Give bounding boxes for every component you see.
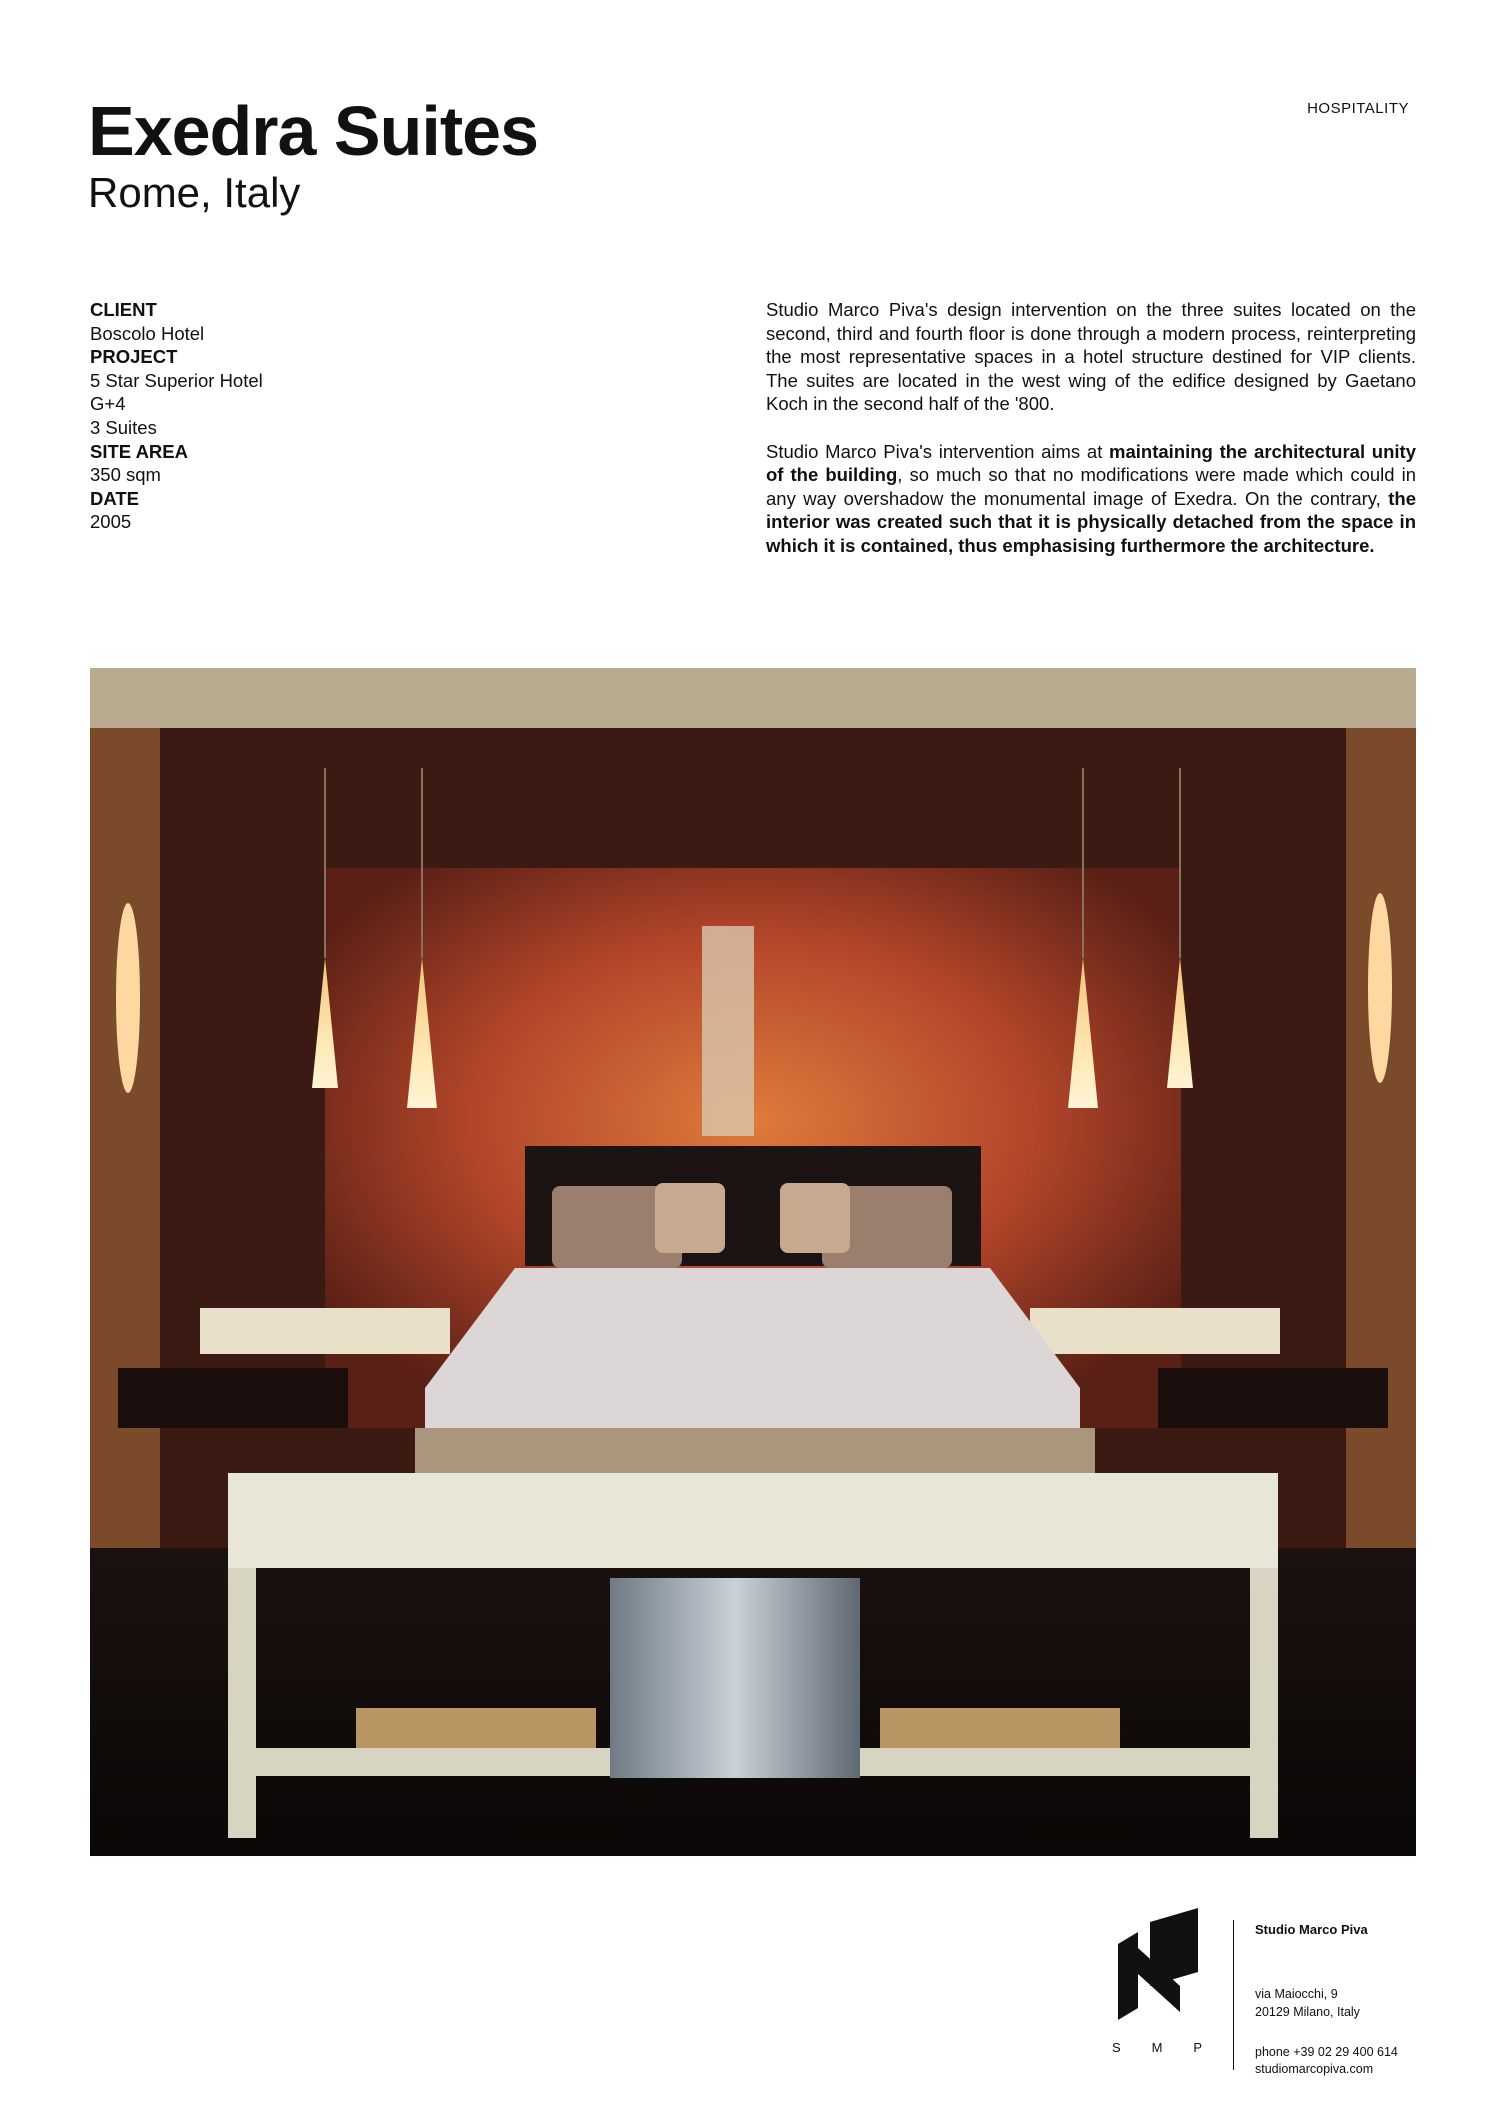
date-label: DATE <box>90 487 139 509</box>
project-line: 3 Suites <box>90 416 157 438</box>
suite-photo-illustration <box>90 668 1416 1856</box>
project-location: Rome, Italy <box>88 169 301 216</box>
studio-address <box>1255 1985 1360 2021</box>
logo-letter: P <box>1193 2040 1202 2055</box>
description-paragraph-2 <box>766 440 1416 558</box>
logo-letter: S <box>1112 2040 1121 2055</box>
suite-photo <box>90 668 1416 1856</box>
date-value: 2005 <box>90 511 132 533</box>
desc-text: , so much so that no modifications were made which could in any way overshadow the monumental image of Exedra. On the contrary, <box>766 464 1416 509</box>
desc-text: Studio Marco Piva's intervention aims at <box>766 440 1110 462</box>
address-line: via Maiocchi, 9 <box>1255 1987 1338 2001</box>
studio-name: Studio Marco Piva <box>1255 1922 1368 1937</box>
site-area-label: SITE AREA <box>90 440 188 462</box>
phone-number: phone +39 02 29 400 614 <box>1255 2045 1398 2059</box>
desc-emphasis: maintaining the architectural unity of the building <box>766 440 1416 486</box>
project-line: 5 Star Superior Hotel <box>90 369 263 391</box>
project-line: G+4 <box>90 393 126 415</box>
smp-logo-mark <box>1110 1908 1210 2028</box>
logo-letter: M <box>1151 2040 1163 2055</box>
desc-emphasis: the interior was created such that it is physically detached from the space in which it is contained, thus emphasising furthermore the architecture. <box>766 487 1416 556</box>
client-value: Boscolo Hotel <box>90 322 205 344</box>
footer-divider <box>1233 1920 1234 2070</box>
client-label: CLIENT <box>90 299 157 320</box>
project-label: PROJECT <box>90 346 178 368</box>
project-description <box>766 298 1416 581</box>
project-title: Exedra Suites <box>88 92 538 170</box>
site-area-value: 350 sqm <box>90 464 161 486</box>
website-link[interactable]: studiomarcopiva.com <box>1255 2062 1374 2076</box>
address-line: 20129 Milano, Italy <box>1255 2005 1360 2019</box>
description-paragraph-1: Studio Marco Piva's design intervention on the three suites located on the second, third and fourth floor is done through a modern process, reinterpreting the most representative spaces in a hotel structure destined for VIP clients. The suites are located in the west wing of the edifice designed by Gaetano Koch in the second half of the '800. <box>766 299 1416 415</box>
category-label: HOSPITALITY <box>1307 100 1409 117</box>
logo-letters <box>1112 2040 1202 2055</box>
project-info <box>90 298 450 534</box>
studio-contact <box>1255 2044 1398 2078</box>
